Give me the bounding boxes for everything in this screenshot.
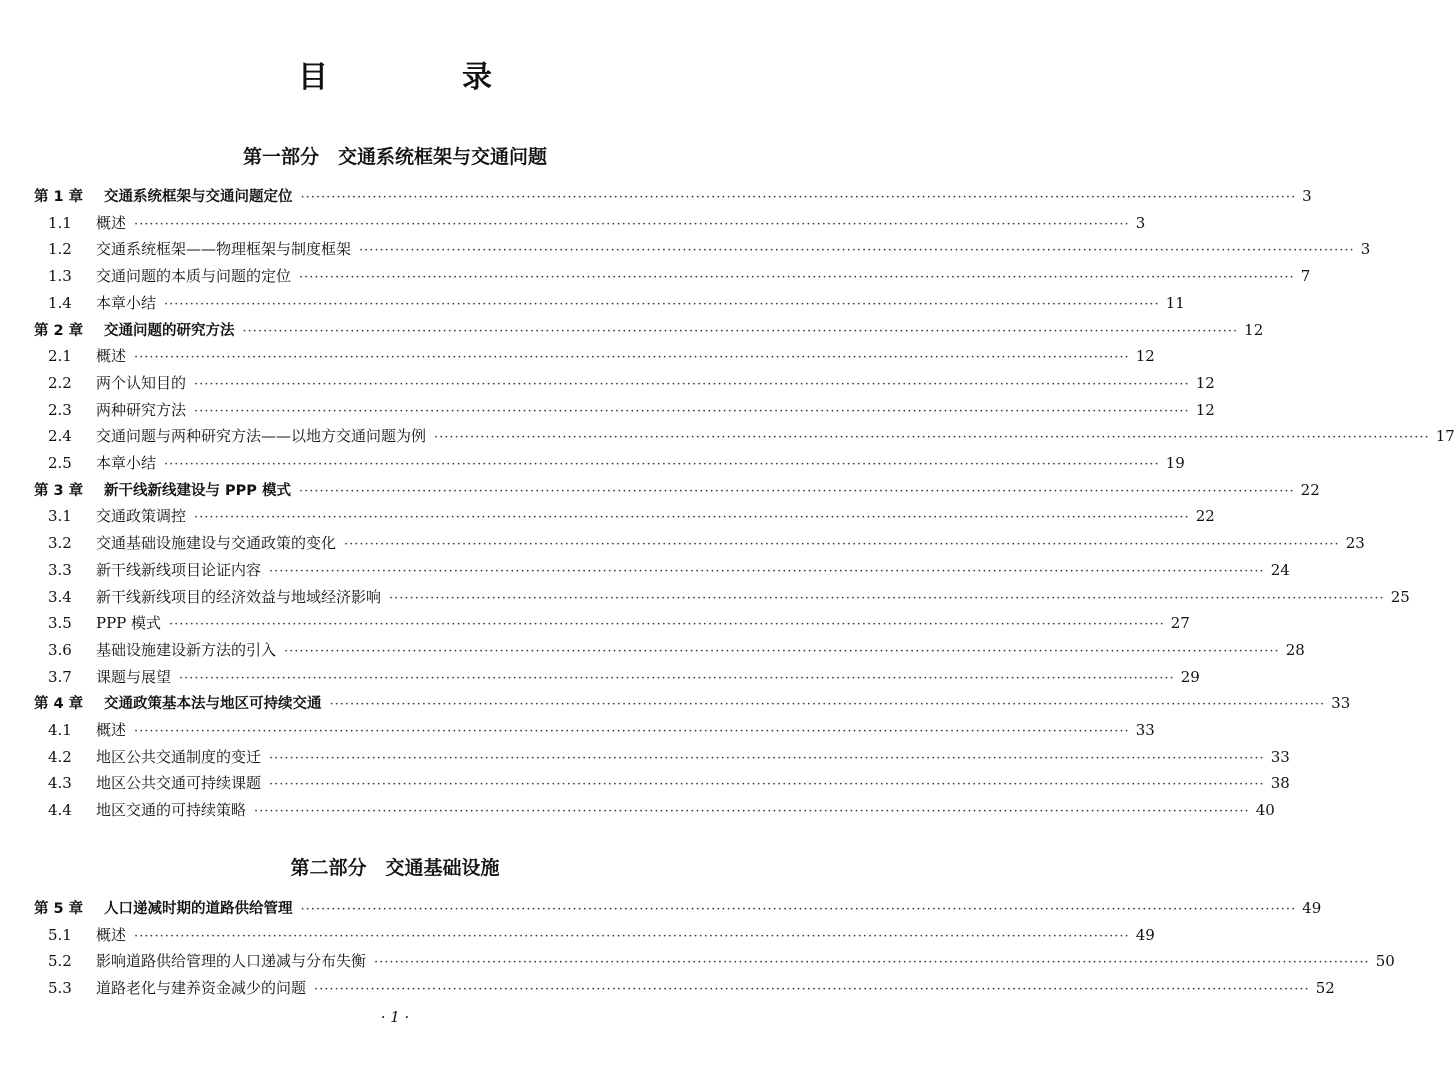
dot-leader: [269, 559, 1265, 585]
entry-number: 4.4: [48, 801, 72, 820]
dot-leader: [134, 212, 1130, 238]
entry-title: 新干线新线项目论证内容: [96, 560, 262, 579]
entry-number: 5.3: [48, 979, 72, 998]
dot-leader: [299, 265, 1295, 291]
entry-page-number: 27: [1170, 614, 1190, 633]
entry-number: 2.1: [48, 347, 72, 366]
entry-number: 第 3 章: [34, 482, 84, 499]
entry-title: 地区交通的可持续策略: [96, 801, 247, 820]
entry-page-number: 11: [1165, 293, 1185, 312]
entry-title: 地区公共交通可持续课题: [96, 774, 262, 793]
dot-leader: [314, 977, 1310, 1003]
entry-title: 道路老化与建养资金减少的问题: [96, 979, 307, 998]
entry-title: 新干线新线项目的经济效益与地域经济影响: [96, 587, 382, 606]
entry-title: 两个认知目的: [96, 373, 187, 392]
toc-section-entry[interactable]: [34, 343, 1155, 369]
entry-number: 2.4: [48, 427, 72, 446]
entry-page-number: 38: [1270, 774, 1290, 793]
entry-number: 3.6: [48, 640, 72, 659]
toc-section-entry[interactable]: [34, 637, 1305, 663]
entry-number: 2.3: [48, 400, 72, 419]
toc-chapter-entry[interactable]: [34, 317, 1264, 343]
entry-title: 本章小结: [96, 293, 157, 312]
entry-page-number: 22: [1195, 507, 1215, 526]
entry-number: 3.2: [48, 534, 72, 553]
toc-section-entry[interactable]: [34, 503, 1215, 529]
entry-title: 地区公共交通制度的变迁: [96, 747, 262, 766]
dot-leader: [330, 692, 1326, 718]
entry-title: 交通问题与两种研究方法——以地方交通问题为例: [96, 427, 427, 446]
dot-leader: [179, 666, 1175, 692]
page-number: · 1 ·: [380, 1008, 410, 1026]
entry-number: 2.2: [48, 373, 72, 392]
entry-title: 交通政策基本法与地区可持续交通: [104, 696, 322, 713]
entry-number: 2.5: [48, 454, 72, 472]
dot-leader: [134, 719, 1130, 745]
toc-section-entry[interactable]: [34, 557, 1290, 583]
entry-title: 基础设施建设新方法的引入: [96, 640, 277, 659]
part-title-2: 第二部分 交通基础设施: [290, 857, 500, 879]
entry-page-number: 3: [1135, 213, 1146, 232]
entry-number: 5.2: [48, 952, 72, 971]
entry-page-number: 12: [1135, 347, 1155, 366]
entry-number: 4.3: [48, 774, 72, 793]
dot-leader: [194, 372, 1190, 398]
toc-section-entry[interactable]: [34, 975, 1335, 1001]
dot-leader: [344, 532, 1340, 558]
entry-title: 交通问题的研究方法: [104, 322, 235, 339]
toc-section-entry[interactable]: [34, 450, 1185, 476]
entry-page-number: 23: [1345, 534, 1365, 553]
entry-title: 交通基础设施建设与交通政策的变化: [96, 534, 337, 553]
entry-page-number: 22: [1300, 480, 1320, 499]
entry-title: 概述: [96, 347, 127, 366]
entry-title: 交通政策调控: [96, 507, 187, 526]
entry-number: 1.4: [48, 293, 72, 312]
entry-page-number: 12: [1244, 320, 1264, 339]
toc-section-entry[interactable]: [34, 210, 1146, 236]
entry-number: 1.3: [48, 267, 72, 286]
entry-title: PPP 模式: [96, 614, 162, 633]
entry-page-number: 49: [1302, 899, 1322, 917]
entry-title: 概述: [96, 721, 127, 739]
entry-page-number: 33: [1135, 721, 1155, 739]
dot-leader: [134, 924, 1130, 950]
toc-section-entry[interactable]: [34, 717, 1155, 743]
toc-section-entry[interactable]: [34, 664, 1200, 690]
dot-leader: [194, 505, 1190, 531]
dot-leader: [301, 185, 1297, 211]
dot-leader: [194, 399, 1190, 425]
toc-section-entry[interactable]: [34, 397, 1215, 423]
dot-leader: [434, 425, 1430, 451]
entry-page-number: 7: [1300, 267, 1311, 286]
dot-leader: [164, 292, 1160, 318]
toc-section-entry[interactable]: [34, 948, 1395, 974]
entry-number: 3.1: [48, 507, 72, 526]
entry-page-number: 3: [1302, 187, 1312, 205]
entry-page-number: 28: [1285, 640, 1305, 659]
entry-title: 概述: [96, 925, 127, 944]
entry-page-number: 12: [1195, 373, 1215, 392]
dot-leader: [269, 746, 1265, 772]
toc-section-entry[interactable]: [34, 744, 1290, 770]
toc-section-entry[interactable]: [34, 922, 1155, 948]
toc-section-entry[interactable]: [34, 236, 1371, 262]
toc-section-entry[interactable]: [34, 610, 1190, 636]
entry-page-number: 19: [1165, 454, 1185, 472]
dot-leader: [301, 897, 1297, 923]
dot-leader: [389, 586, 1385, 612]
entry-page-number: 29: [1180, 667, 1200, 686]
entry-page-number: 52: [1315, 979, 1335, 998]
toc-section-entry[interactable]: [34, 263, 1311, 289]
entry-number: 5.1: [48, 925, 72, 944]
entry-number: 3.3: [48, 560, 72, 579]
entry-title: 交通问题的本质与问题的定位: [96, 267, 292, 286]
entry-title: 人口递减时期的道路供给管理: [104, 901, 293, 917]
dot-leader: [169, 612, 1165, 638]
entry-page-number: 12: [1195, 400, 1215, 419]
entry-title: 新干线新线建设与 PPP 模式: [104, 482, 291, 499]
dot-leader: [284, 639, 1280, 665]
entry-number: 4.1: [48, 721, 72, 739]
dot-leader: [269, 772, 1265, 798]
toc-section-entry[interactable]: [34, 370, 1215, 396]
entry-title: 交通系统框架——物理框架与制度框架: [96, 240, 352, 259]
dot-leader: [243, 319, 1239, 345]
page-title: 目 录: [298, 60, 544, 95]
dot-leader: [134, 345, 1130, 371]
part-title-1: 第一部分 交通系统框架与交通问题: [242, 146, 547, 168]
dot-leader: [164, 452, 1160, 478]
entry-number: 第 1 章: [34, 189, 84, 205]
entry-page-number: 24: [1270, 560, 1290, 579]
toc-chapter-entry[interactable]: [34, 183, 1312, 209]
entry-title: 交通系统框架与交通问题定位: [104, 189, 293, 205]
dot-leader: [254, 799, 1250, 825]
entry-title: 课题与展望: [96, 667, 172, 686]
entry-page-number: 50: [1375, 952, 1395, 971]
dot-leader: [299, 479, 1295, 505]
toc-section-entry[interactable]: [34, 530, 1365, 556]
entry-page-number: 33: [1270, 747, 1290, 766]
entry-number: 1.1: [48, 213, 72, 232]
toc-section-entry[interactable]: [34, 584, 1410, 610]
entry-page-number: 40: [1255, 801, 1275, 820]
entry-title: 本章小结: [96, 454, 157, 472]
entry-number: 3.5: [48, 614, 72, 633]
toc-chapter-entry[interactable]: [34, 690, 1351, 716]
entry-title: 概述: [96, 213, 127, 232]
dot-leader: [374, 950, 1370, 976]
entry-number: 3.4: [48, 587, 72, 606]
toc-section-entry[interactable]: [34, 290, 1185, 316]
toc-chapter-entry[interactable]: [34, 477, 1320, 503]
entry-page-number: 49: [1135, 925, 1155, 944]
dot-leader: [359, 238, 1355, 264]
entry-title: 影响道路供给管理的人口递减与分布失衡: [96, 952, 367, 971]
toc-section-entry[interactable]: [34, 797, 1275, 823]
entry-page-number: 3: [1360, 240, 1371, 259]
entry-number: 4.2: [48, 747, 72, 766]
entry-page-number: 25: [1390, 587, 1410, 606]
entry-number: 第 5 章: [34, 901, 84, 917]
entry-number: 第 2 章: [34, 322, 84, 339]
toc-section-entry[interactable]: [34, 423, 1455, 449]
toc-chapter-entry[interactable]: [34, 895, 1322, 921]
entry-page-number: 17: [1435, 427, 1455, 446]
entry-number: 3.7: [48, 667, 72, 686]
toc-section-entry[interactable]: [34, 770, 1290, 796]
entry-number: 第 4 章: [34, 696, 84, 713]
entry-number: 1.2: [48, 240, 72, 259]
entry-title: 两种研究方法: [96, 400, 187, 419]
entry-page-number: 33: [1331, 694, 1351, 713]
